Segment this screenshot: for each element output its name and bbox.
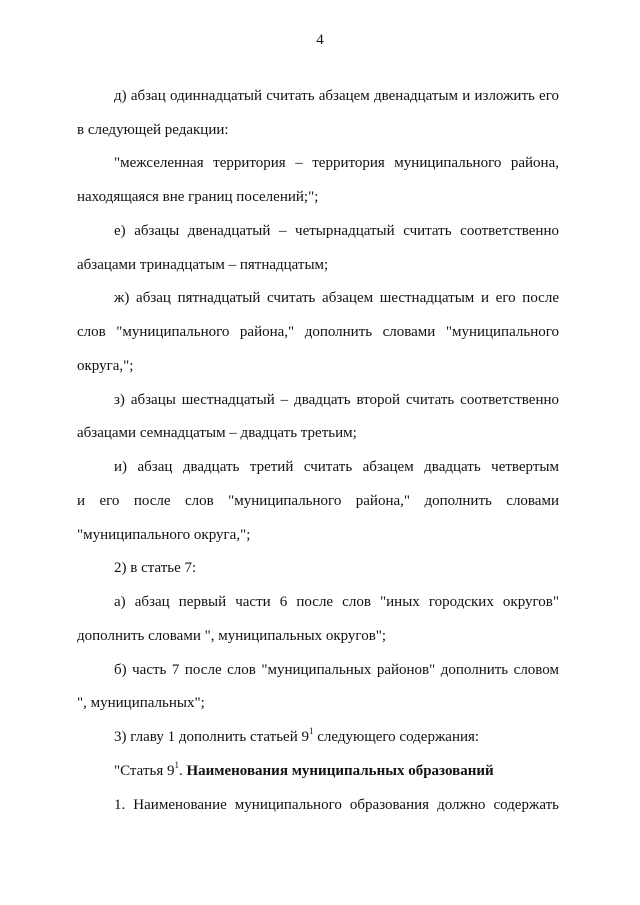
text-fragment: 3) главу 1 дополнить статьей 9 bbox=[114, 729, 309, 745]
paragraph-line: "межселенная территория – территория муниципального района, bbox=[114, 155, 559, 171]
paragraph-line: дополнить словами ", муниципальных округов"; bbox=[77, 628, 387, 644]
page-number: 4 bbox=[316, 32, 324, 48]
paragraph-line: 2) в статье 7: bbox=[114, 560, 197, 576]
paragraph-line: округа,"; bbox=[77, 358, 134, 374]
paragraph-line: находящаяся вне границ поселений;"; bbox=[77, 189, 319, 205]
paragraph-line: слов "муниципального района," дополнить словами "муниципального bbox=[77, 324, 559, 340]
text-fragment: следующего содержания: bbox=[313, 729, 480, 745]
paragraph-line bbox=[114, 728, 559, 746]
paragraph-line: ", муниципальных"; bbox=[77, 695, 205, 711]
superscript: 1 bbox=[309, 726, 314, 736]
paragraph-line: б) часть 7 после слов "муниципальных районов" дополнить словом bbox=[114, 662, 559, 678]
paragraph-line: а) абзац первый части 6 после слов "иных городских округов" bbox=[114, 594, 559, 610]
article-dot: . bbox=[178, 763, 187, 779]
paragraph-line: и) абзац двадцать третий считать абзацем двадцать четвертым bbox=[114, 459, 559, 475]
paragraph-line: абзацами семнадцатым – двадцать третьим; bbox=[77, 425, 357, 441]
article-title: Наименования муниципальных образований bbox=[186, 763, 494, 779]
article-prefix: "Статья 9 bbox=[114, 763, 175, 779]
paragraph-line: д) абзац одиннадцатый считать абзацем двенадцатым и изложить его bbox=[114, 88, 559, 104]
paragraph-line: е) абзацы двенадцатый – четырнадцатый считать соответственно bbox=[114, 223, 559, 239]
paragraph-line: 1. Наименование муниципального образования должно содержать bbox=[114, 797, 559, 813]
paragraph-line: абзацами тринадцатым – пятнадцатым; bbox=[77, 257, 329, 273]
paragraph-line: ж) абзац пятнадцатый считать абзацем шестнадцатым и его после bbox=[114, 290, 559, 306]
article-heading bbox=[114, 762, 559, 780]
paragraph-line: "муниципального округа,"; bbox=[77, 527, 251, 543]
paragraph-line: в следующей редакции: bbox=[77, 122, 229, 138]
superscript: 1 bbox=[174, 760, 179, 770]
paragraph-line: и его после слов "муниципального района," дополнить словами bbox=[77, 493, 559, 509]
paragraph-line: з) абзацы шестнадцатый – двадцать второй считать соответственно bbox=[114, 392, 559, 408]
